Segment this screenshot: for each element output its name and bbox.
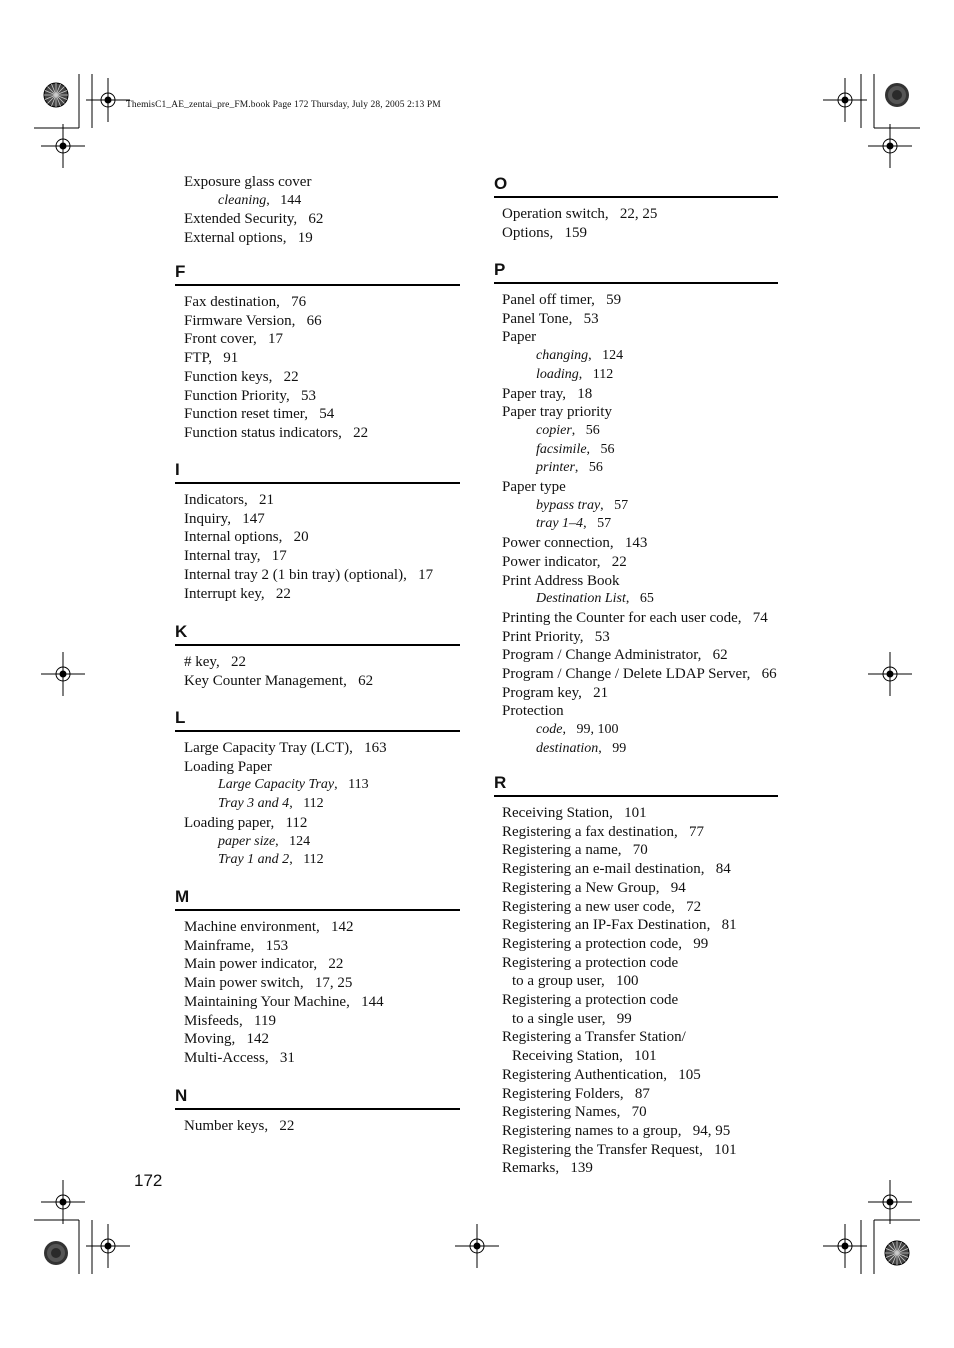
entry-pages: , 17 (256, 548, 287, 565)
entry-pages: , 22 (215, 654, 246, 670)
entry-pages: , 62 (343, 672, 374, 689)
entry-term: Remarks (502, 1160, 556, 1177)
index-entry (502, 935, 708, 953)
index-entry (502, 385, 592, 403)
entry-term: Main power indicator (184, 956, 314, 973)
index-entry (184, 739, 387, 757)
index-entry (502, 478, 566, 496)
index-entry (536, 459, 603, 477)
entry-term: Internal options (184, 529, 279, 546)
entry-term: Registering a protection code (502, 992, 679, 1008)
index-entry (502, 403, 612, 421)
section-rule (494, 196, 778, 198)
entry-term: Front cover (184, 331, 253, 348)
entry-term: Registering the Transfer Request (502, 1141, 700, 1158)
entry-pages: , 76 (276, 294, 307, 310)
index-entry (502, 702, 564, 720)
entry-term: Panel off timer (502, 292, 592, 308)
index-entry (184, 1030, 269, 1048)
section-rule (175, 284, 460, 286)
entry-term: Protection (502, 703, 564, 720)
index-entry (536, 422, 600, 440)
section-letter: K (175, 622, 188, 641)
index-entry (218, 776, 369, 794)
entry-term: External options (184, 230, 283, 247)
entry-pages: , 99 (601, 1010, 632, 1027)
entry-term: Destination List (536, 591, 626, 607)
entry-pages: , 70 (617, 842, 648, 859)
entry-term: cleaning (218, 192, 267, 208)
entry-pages: , 153 (250, 937, 289, 954)
entry-term: Indicators (184, 492, 244, 508)
index-entry (502, 1122, 730, 1140)
entry-pages: , 19 (282, 230, 313, 247)
index-entry (502, 291, 621, 309)
index-entry (184, 814, 307, 832)
entry-pages: , 81 (706, 917, 737, 934)
entry-term: to a group user (512, 973, 601, 990)
entry-pages: , 163 (349, 740, 387, 756)
entry-term: to a single user (512, 1010, 602, 1027)
entry-term: copier (536, 422, 572, 438)
index-entry (184, 210, 323, 228)
entry-term: Registering Names (502, 1104, 617, 1121)
entry-term: Tray 1 and 2 (218, 852, 290, 868)
entry-pages: , 22 (338, 424, 369, 441)
entry-pages: , 99 (678, 935, 709, 952)
section-rule (494, 282, 778, 284)
index-entry (218, 833, 310, 851)
entry-pages: , 147 (227, 510, 265, 527)
index-entry (502, 1103, 647, 1121)
index-entry (218, 192, 301, 210)
entry-pages: , 113 (334, 777, 369, 793)
section-letter: F (175, 262, 186, 281)
entry-term: Loading paper (184, 814, 271, 831)
entry-term: facsimile (536, 441, 587, 457)
index-entry (184, 585, 291, 603)
entry-term: Registering a new user code (502, 898, 672, 915)
entry-term: Registering an e-mail destination (502, 861, 701, 878)
entry-pages: , 59 (591, 292, 622, 308)
entry-term: Machine environment (184, 919, 317, 935)
index-entry (502, 224, 587, 242)
entry-term: Power indicator (502, 553, 597, 570)
entry-pages: , 144 (346, 993, 384, 1010)
entry-pages: , 91 (208, 350, 239, 367)
index-entry (502, 646, 728, 664)
entry-term: Mainframe (184, 937, 251, 954)
entry-pages: , 142 (231, 1031, 270, 1048)
entry-pages: , 53 (579, 628, 610, 645)
index-entry (502, 310, 599, 328)
entry-pages: , 65 (625, 591, 654, 607)
index-entry (512, 972, 638, 990)
entry-term: Paper type (502, 479, 566, 495)
entry-term: Multi-Access (184, 1049, 265, 1066)
entry-pages: , 139 (555, 1160, 593, 1177)
section-letter: P (494, 260, 506, 279)
index-entry (184, 424, 368, 442)
index-entry (536, 366, 613, 384)
index-entry (502, 1066, 701, 1084)
index-entry (502, 665, 777, 683)
entry-term: Function status indicators (184, 424, 339, 441)
entry-term: Operation switch (502, 206, 605, 222)
entry-term: Tray 3 and 4 (218, 796, 290, 812)
index-entry (502, 205, 657, 223)
section-rule (175, 644, 460, 646)
entry-term: loading (536, 366, 579, 382)
entry-pages: , 74 (737, 609, 768, 626)
index-entry (502, 898, 701, 916)
entry-pages: , 101 (609, 805, 647, 821)
entry-pages: , 99 (598, 740, 627, 756)
entry-pages: , 21 (243, 492, 274, 508)
entry-pages: , 70 (616, 1104, 647, 1121)
entry-pages: , 54 (304, 406, 335, 423)
index-entry (184, 510, 265, 528)
index-entry (184, 672, 373, 690)
index-entry (184, 1012, 276, 1030)
entry-term: destination (536, 740, 599, 756)
entry-term: Print Address Book (502, 572, 620, 589)
entry-pages: , 66 (746, 666, 777, 682)
index-entry (184, 974, 352, 992)
entry-pages: , 56 (574, 460, 603, 476)
index-entry (184, 293, 306, 311)
section-rule (175, 1108, 460, 1110)
entry-pages: , 100 (600, 973, 639, 990)
entry-term: Registering a name (502, 842, 618, 859)
section-letter: R (494, 773, 507, 792)
index-entry (184, 349, 238, 367)
index-entry (502, 534, 647, 552)
entry-pages: , 56 (586, 441, 615, 457)
index-entry (218, 795, 324, 813)
entry-pages: , 112 (578, 366, 614, 382)
entry-pages: , 62 (293, 211, 324, 228)
entry-term: Firmware Version (184, 312, 292, 329)
index-entry (536, 347, 623, 365)
entry-pages: , 17, 25 (299, 975, 353, 992)
entry-term: Fax destination (184, 294, 277, 310)
index-entry (502, 1159, 593, 1177)
entry-pages: , 20 (278, 529, 309, 546)
entry-term: Registering a New Group (502, 879, 656, 896)
index-entry (184, 547, 287, 565)
entry-pages: , 87 (619, 1085, 650, 1102)
section-rule (494, 795, 778, 797)
index-entry (536, 515, 611, 533)
entry-term: Registering Folders (502, 1085, 620, 1102)
index-entry (184, 491, 274, 509)
entry-term: Registering names to a group (502, 1122, 678, 1139)
entry-term: bypass tray (536, 497, 601, 513)
index-entry (218, 851, 324, 869)
index-entry (502, 1141, 737, 1159)
section-rule (175, 909, 460, 911)
index-entry (184, 937, 288, 955)
entry-pages: , 17 (403, 566, 434, 583)
index-entry (184, 566, 433, 584)
index-entry (184, 1117, 294, 1135)
index-entry (502, 841, 648, 859)
page-number: 172 (134, 1171, 163, 1190)
entry-term: changing (536, 348, 589, 364)
entry-pages: , 84 (700, 861, 731, 878)
index-entry (512, 1047, 657, 1065)
entry-pages: , 99, 100 (562, 722, 619, 738)
entry-pages: , 53 (285, 387, 316, 404)
entry-term: Paper tray priority (502, 404, 612, 421)
entry-pages: , 21 (578, 684, 609, 701)
entry-term: Receiving Station (512, 1048, 620, 1065)
entry-pages: , 124 (588, 348, 624, 364)
entry-term: FTP (184, 350, 209, 367)
index-entry (184, 758, 272, 776)
index-entry (536, 590, 654, 608)
index-entry (502, 572, 620, 590)
entry-pages: , 56 (571, 422, 600, 438)
entry-term: Paper (502, 329, 537, 346)
entry-term: Function reset timer (184, 406, 305, 423)
section-letter: N (175, 1086, 188, 1105)
index-entry (502, 823, 704, 841)
entry-term: paper size (218, 833, 276, 849)
section-letter: M (175, 887, 190, 906)
entry-term: Registering a Transfer Station/ (502, 1029, 686, 1046)
index-entry (502, 1085, 650, 1103)
entry-term: Registering an IP-Fax Destination (502, 917, 707, 934)
index-entry (536, 740, 626, 758)
entry-term: Extended Security (184, 211, 294, 228)
entry-pages: , 105 (663, 1066, 701, 1083)
entry-term: Key Counter Management (184, 672, 344, 689)
entry-term: # key (184, 654, 216, 670)
entry-pages: , 101 (699, 1141, 737, 1158)
section-rule (175, 730, 460, 732)
index-entry (536, 441, 615, 459)
entry-term: Large Capacity Tray (LCT) (184, 740, 350, 756)
entry-term: Registering a fax destination (502, 823, 675, 840)
entry-term: Function keys (184, 368, 269, 385)
entry-pages: , 119 (239, 1012, 276, 1029)
index-entry (184, 330, 283, 348)
entry-pages: , 142 (316, 919, 354, 935)
index-entry (184, 955, 343, 973)
index-entry (184, 993, 384, 1011)
index-entry (184, 387, 316, 405)
entry-term: Large Capacity Tray (218, 777, 335, 793)
index-entry (502, 1028, 686, 1046)
index-entry (184, 1049, 295, 1067)
entry-pages: , 101 (619, 1048, 657, 1065)
section-rule (175, 482, 460, 484)
entry-pages: , 124 (275, 833, 311, 849)
entry-term: printer (536, 460, 575, 476)
index-entry (502, 628, 610, 646)
entry-pages: , 159 (549, 224, 588, 241)
entry-term: Registering a protection code (502, 935, 679, 952)
entry-pages: , 31 (264, 1049, 295, 1066)
entry-term: Panel Tone (502, 310, 569, 327)
entry-term: Exposure glass cover (184, 174, 312, 190)
entry-pages: , 144 (266, 192, 302, 208)
entry-term: Internal tray (184, 548, 257, 565)
entry-pages: , 66 (291, 312, 322, 329)
entry-term: Registering a protection code (502, 954, 679, 971)
index-entry (184, 528, 309, 546)
entry-term: Interrupt key (184, 585, 261, 602)
index-entry (184, 229, 313, 247)
entry-term: Moving (184, 1031, 232, 1048)
entry-term: Printing the Counter for each user code (502, 609, 738, 626)
index-entry (502, 991, 678, 1009)
index-entry (184, 368, 299, 386)
entry-term: Inquiry (184, 510, 228, 527)
index-entry (502, 954, 678, 972)
index-entry (502, 860, 731, 878)
entry-pages: , 112 (270, 814, 308, 831)
entry-term: Program / Change Administrator (502, 647, 698, 664)
index-entry (184, 405, 334, 423)
index-entry (502, 684, 608, 702)
index-entry (184, 173, 311, 191)
entry-term: Paper tray (502, 385, 563, 402)
entry-pages: , 94 (655, 879, 686, 896)
entry-term: Maintaining Your Machine (184, 993, 347, 1010)
entry-term: Print Priority (502, 628, 580, 645)
index-entry (502, 609, 768, 627)
entry-term: Number keys (184, 1118, 265, 1134)
index-entry (502, 328, 536, 346)
entry-pages: , 22 (268, 368, 299, 385)
entry-term: Misfeeds (184, 1012, 239, 1029)
entry-term: code (536, 722, 563, 738)
entry-pages: , 72 (671, 898, 702, 915)
entry-pages: , 57 (600, 497, 629, 513)
section-letter: L (175, 708, 186, 727)
entry-pages: , 62 (697, 647, 728, 664)
entry-pages: , 143 (609, 535, 648, 552)
entry-pages: , 77 (674, 823, 705, 840)
index-entry (502, 879, 686, 897)
entry-term: Registering Authentication (502, 1066, 664, 1083)
index-entry (536, 497, 628, 515)
entry-term: Loading Paper (184, 758, 272, 775)
index-entry (184, 918, 354, 936)
index-entry (512, 1010, 632, 1028)
index-entry (184, 312, 322, 330)
index-entry (184, 653, 246, 671)
entry-pages: , 22 (260, 585, 291, 602)
section-letter: I (175, 460, 180, 479)
entry-pages: , 22, 25 (604, 206, 658, 222)
entry-pages: , 22 (264, 1118, 295, 1134)
page-header: ThemisC1_AE_zentai_pre_FM.book Page 172 Thursday, July 28, 2005 2:13 PM (126, 100, 441, 110)
entry-term: Options (502, 224, 550, 241)
entry-pages: , 94, 95 (677, 1122, 731, 1139)
index-entry (502, 804, 647, 822)
entry-pages: , 17 (252, 331, 283, 348)
entry-term: Internal tray 2 (1 bin tray) (optional) (184, 566, 404, 583)
entry-pages: , 53 (568, 310, 599, 327)
index-entry (502, 553, 627, 571)
entry-term: tray 1–4 (536, 516, 584, 532)
entry-pages: , 22 (313, 956, 344, 973)
entry-pages: , 57 (583, 516, 612, 532)
entry-term: Function Priority (184, 387, 286, 404)
section-letter: O (494, 174, 508, 193)
entry-term: Power connection (502, 535, 610, 552)
entry-pages: , 112 (289, 796, 324, 812)
entry-term: Main power switch (184, 975, 300, 992)
entry-pages: , 112 (289, 852, 324, 868)
entry-pages: , 22 (596, 553, 627, 570)
entry-term: Program key (502, 684, 579, 701)
index-entry (536, 721, 618, 739)
index-entry (502, 916, 737, 934)
entry-term: Program / Change / Delete LDAP Server (502, 666, 747, 682)
entry-pages: , 18 (562, 385, 593, 402)
entry-term: Receiving Station (502, 805, 610, 821)
